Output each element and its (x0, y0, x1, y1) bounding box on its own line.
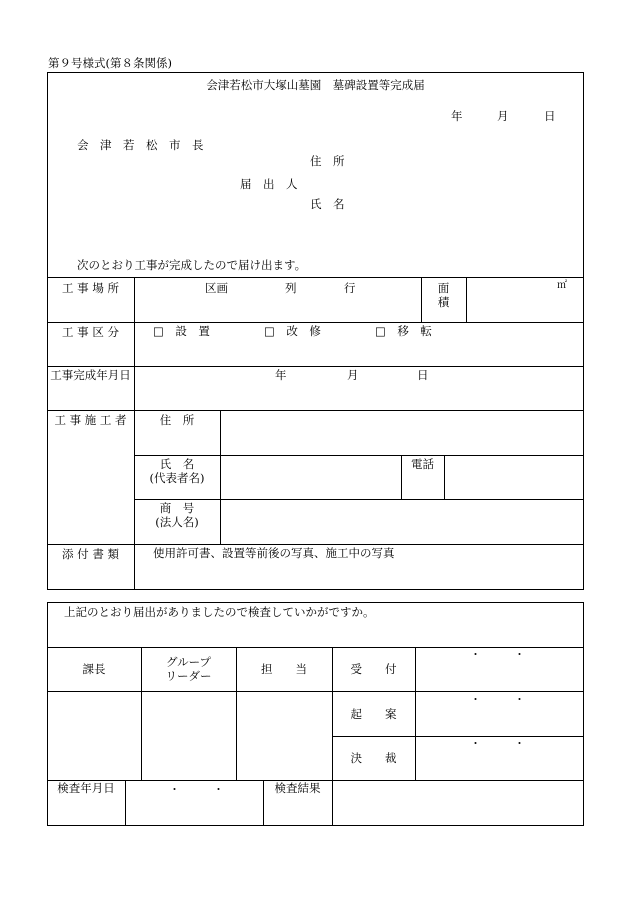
divider (47, 322, 584, 323)
header-section-chief: 課長 (82, 662, 106, 676)
category-option-install[interactable]: □ 設 置 (153, 324, 210, 338)
divider (47, 410, 584, 411)
category-option-relocate[interactable]: □ 移 転 (375, 324, 432, 338)
divider (47, 691, 584, 692)
category-label: 工 事 区 分 (62, 325, 119, 339)
category-option-renovate[interactable]: □ 改 修 (264, 324, 321, 338)
notifier-address-label: 住 所 (310, 154, 345, 168)
completion-month: 月 (347, 368, 359, 382)
divider (466, 277, 467, 322)
form-title: 会津若松市大塚山墓園 墓碑設置等完成届 (206, 78, 425, 92)
inspection-result-label: 検査結果 (274, 781, 321, 795)
contractor-phone-label: 電話 (411, 457, 434, 471)
row-label: 列 (285, 281, 297, 295)
completion-year: 年 (275, 368, 287, 382)
receipt-label: 受 付 (350, 662, 397, 676)
date-month: 月 (497, 109, 509, 123)
divider (415, 647, 416, 780)
contractor-label: 工 事 施 工 者 (54, 413, 127, 427)
receipt-date-dots: ・ ・ (470, 648, 525, 661)
draft-label: 起 案 (350, 707, 397, 721)
completion-date-label: 工事完成年月日 (50, 368, 131, 382)
notifier-name-label: 氏 名 (310, 197, 345, 211)
addressee: 会 津 若 松 市 長 (77, 138, 204, 152)
contractor-trade-name-label: 商 号 (法人名) (155, 501, 199, 529)
inspection-date-label: 検査年月日 (57, 781, 115, 795)
completion-day: 日 (417, 368, 429, 382)
divider (125, 780, 126, 826)
divider (47, 277, 584, 278)
divider (134, 277, 135, 590)
divider (134, 499, 584, 500)
divider (134, 455, 584, 456)
divider (332, 736, 584, 737)
inspection-date-dots: ・ ・ (169, 783, 224, 796)
line-label: 行 (344, 281, 356, 295)
decision-date-dots: ・ ・ (470, 737, 525, 750)
divider (220, 410, 221, 544)
contractor-name-label: 氏 名 (代表者名) (149, 457, 205, 485)
header-staff: 担 当 (261, 662, 307, 676)
form-number: 第９号様式(第８条関係) (48, 56, 172, 70)
office-statement: 上記のとおり届出がありましたので検査していかがですか。 (64, 605, 375, 619)
header-group-leader: グループ リーダー (165, 655, 212, 683)
divider (47, 544, 584, 545)
divider (47, 366, 584, 367)
area-label: 面 積 (437, 281, 450, 309)
area-unit: ㎡ (557, 280, 567, 291)
decision-label: 決 裁 (350, 751, 397, 765)
statement: 次のとおり工事が完成したので届け出ます。 (77, 258, 307, 272)
divider (444, 455, 445, 499)
ward-label: 区画 (205, 281, 228, 295)
attachments-value: 使用許可書、設置等前後の写真、施工中の写真 (153, 546, 395, 560)
contractor-address-label: 住 所 (159, 413, 195, 427)
attachments-label: 添 付 書 類 (62, 547, 119, 561)
date-day: 日 (544, 109, 556, 123)
date-year: 年 (451, 109, 463, 123)
location-label: 工 事 場 所 (62, 281, 119, 295)
notifier-label: 届 出 人 (240, 177, 298, 191)
draft-date-dots: ・ ・ (470, 693, 525, 706)
